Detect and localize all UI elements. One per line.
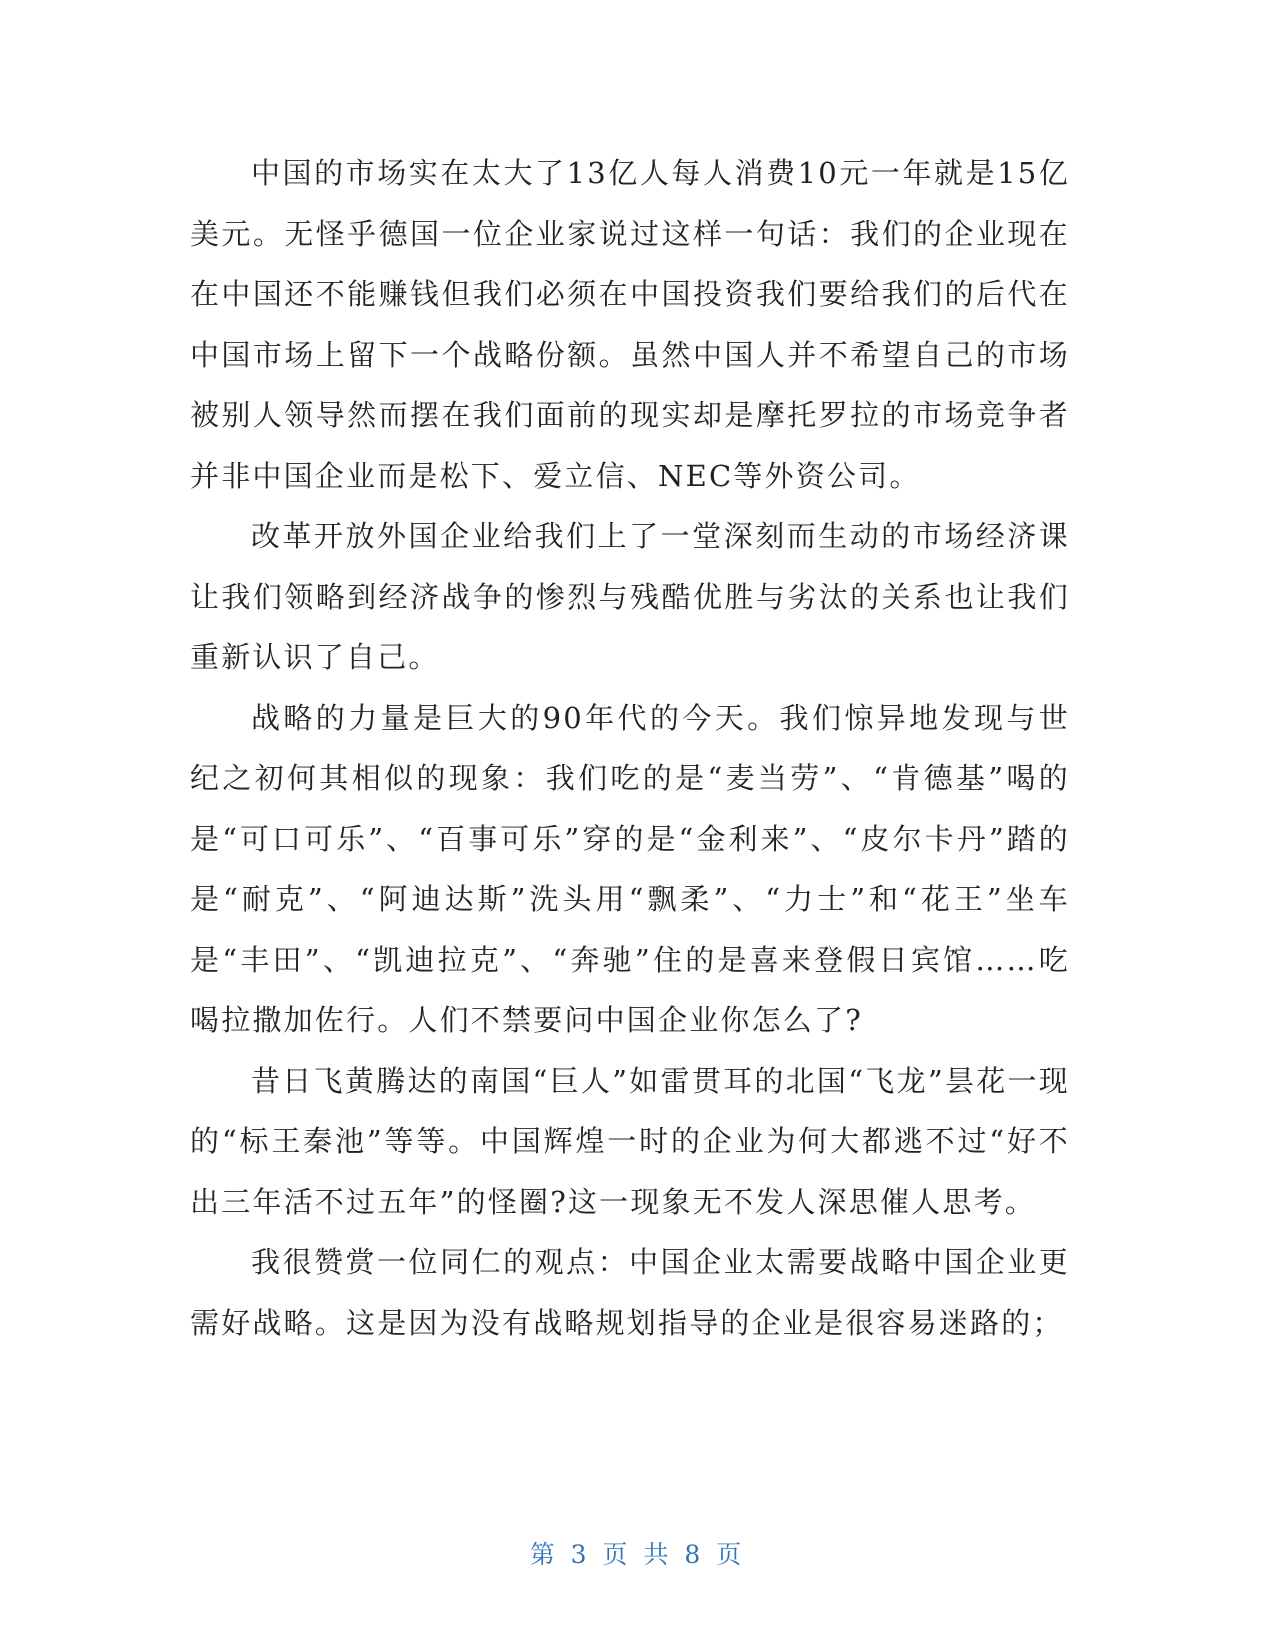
document-body: [190, 143, 1070, 1353]
paragraph-1: 中国的市场实在太大了13亿人每人消费10元一年就是15亿美元。无怪乎德国一位企业家说过这样一句话：我们的企业现在在中国还不能赚钱但我们必须在中国投资我们要给我们的后代在中国市场上留下一个战略份额。虽然中国人并不希望自己的市场被别人领导然而摆在我们面前的现实却是摩托罗拉的市场竞争者并非中国企业而是松下、爱立信、NEC等外资公司。: [190, 156, 1070, 493]
paragraph-5: 我很赞赏一位同仁的观点：中国企业太需要战略中国企业更需好战略。这是因为没有战略规划指导的企业是很容易迷路的；: [190, 1245, 1070, 1340]
paragraph-2: 改革开放外国企业给我们上了一堂深刻而生动的市场经济课让我们领略到经济战争的惨烈与残酷优胜与劣汰的关系也让我们重新认识了自己。: [190, 519, 1070, 674]
paragraph-3: 战略的力量是巨大的90年代的今天。我们惊异地发现与世纪之初何其相似的现象：我们吃的是“麦当劳”、“肯德基”喝的是“可口可乐”、“百事可乐”穿的是“金利来”、“皮尔卡丹”踏的是“耐克”、“阿迪达斯”洗头用“飘柔”、“力士”和“花王”坐车是“丰田”、“凯迪拉克”、“奔驰”住的是喜来登假日宾馆……吃喝拉撒加佐行。人们不禁要问中国企业你怎么了?: [190, 700, 1070, 1037]
paragraph-4: 昔日飞黄腾达的南国“巨人”如雷贯耳的北国“飞龙”昙花一现的“标王秦池”等等。中国辉煌一时的企业为何大都逃不过“好不出三年活不过五年”的怪圈?这一现象无不发人深思催人思考。: [190, 1063, 1070, 1219]
page-number-footer: 第 3 页 共 8 页: [529, 1540, 746, 1569]
